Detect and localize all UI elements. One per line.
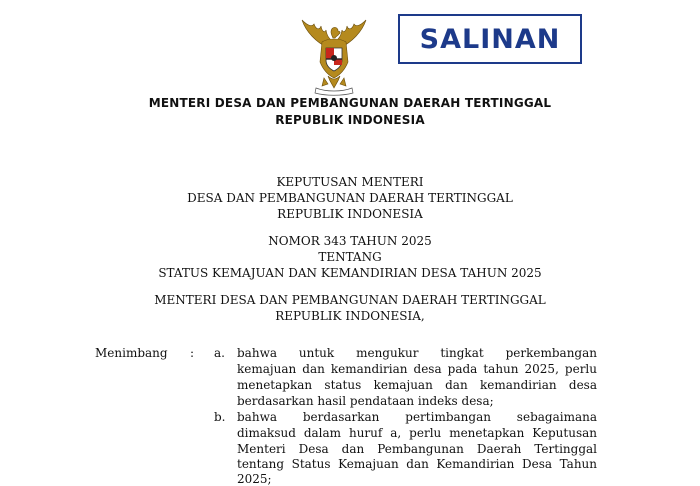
item-b-line2: dimaksud dalam huruf a, perlu menetapkan Keputusan xyxy=(237,426,597,440)
menimbang-colon: : xyxy=(190,346,195,360)
menimbang-label: Menimbang xyxy=(95,346,168,360)
item-b-marker: b. xyxy=(214,410,226,424)
decree-number: NOMOR 343 TAHUN 2025 xyxy=(268,234,432,248)
item-a-line2: kemajuan dan kemandirian desa pada tahun 2025, perlu xyxy=(237,362,597,376)
salinan-stamp: SALINAN xyxy=(398,14,582,64)
item-b-line3: Menteri Desa dan Pembangunan Daerah Tertinggal xyxy=(237,442,597,456)
item-a-line1: bahwa untuk mengukur tingkat perkembangan xyxy=(237,346,597,360)
decree-title-line3: REPUBLIK INDONESIA xyxy=(277,207,423,221)
item-b-line5: 2025; xyxy=(237,472,272,486)
decree-title-line1: KEPUTUSAN MENTERI xyxy=(276,175,424,189)
item-b-line4: tentang Status Kemajuan dan Kemandirian Desa Tahun xyxy=(237,457,597,471)
issuer-heading-line2: REPUBLIK INDONESIA xyxy=(275,113,425,127)
garuda-emblem xyxy=(298,18,370,96)
item-a-line3: menetapkan status kemajuan dan kemandirian desa xyxy=(237,378,597,392)
authority-line1: MENTERI DESA DAN PEMBANGUNAN DAERAH TERTINGGAL xyxy=(154,293,546,307)
item-a-line4: berdasarkan hasil pendataan indeks desa; xyxy=(237,394,494,408)
decree-tentang: TENTANG xyxy=(318,250,382,264)
decree-subject: STATUS KEMAJUAN DAN KEMANDIRIAN DESA TAHUN 2025 xyxy=(158,266,542,280)
issuer-heading-line1: MENTERI DESA DAN PEMBANGUNAN DAERAH TERTINGGAL xyxy=(148,96,552,110)
item-a-marker: a. xyxy=(214,346,225,360)
authority-line2: REPUBLIK INDONESIA, xyxy=(275,309,425,323)
decree-title-line2: DESA DAN PEMBANGUNAN DAERAH TERTINGGAL xyxy=(187,191,513,205)
item-b-line1: bahwa berdasarkan pertimbangan sebagaimana xyxy=(237,410,597,424)
